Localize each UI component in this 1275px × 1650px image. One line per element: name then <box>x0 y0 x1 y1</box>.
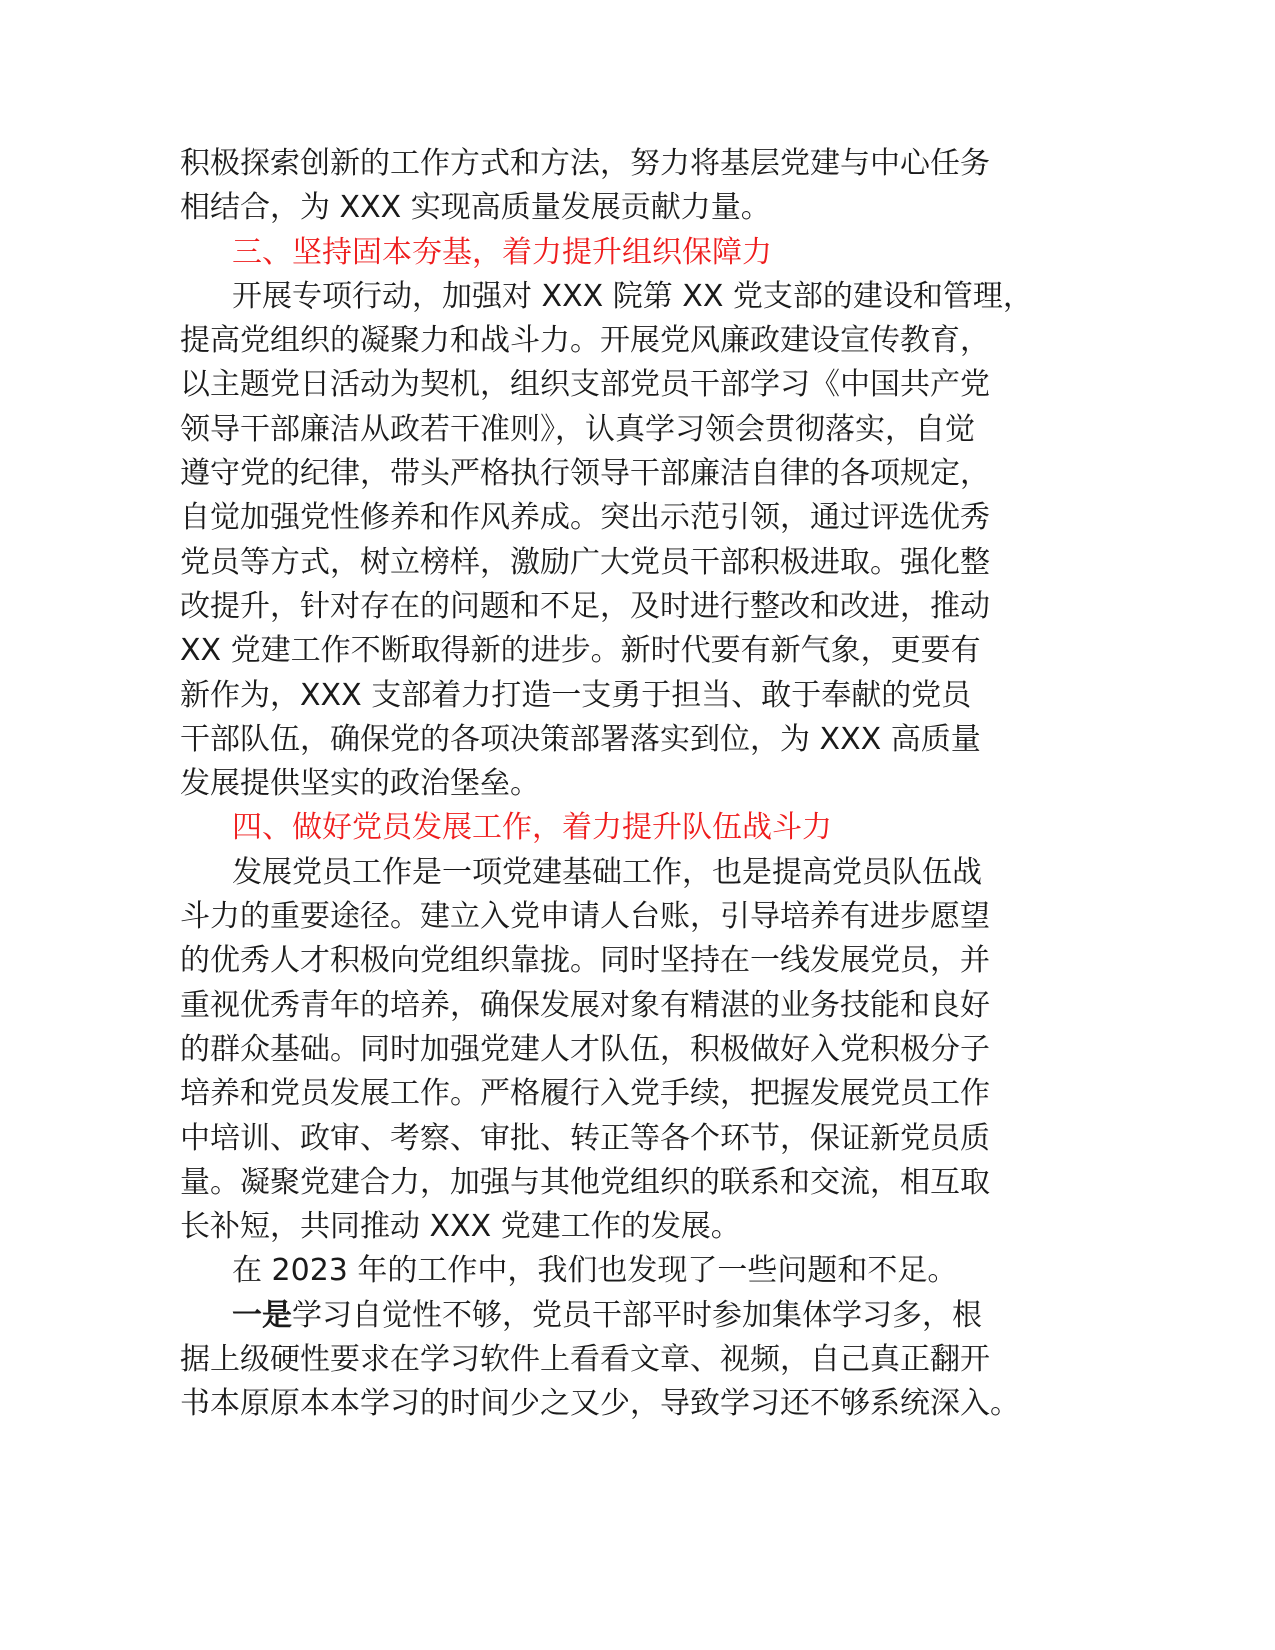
text-line: 自觉加强党性修养和作风养成。突出示范引领，通过评选优秀 <box>180 500 990 536</box>
text-line: 新作为，XXX 支部着力打造一支勇于担当、敢于奉献的党员 <box>180 677 972 713</box>
text-line: 据上级硬性要求在学习软件上看看文章、视频，自己真正翻开 <box>180 1342 990 1378</box>
paragraph-problems-intro: 在 2023 年的工作中，我们也发现了一些问题和不足。 <box>232 1253 958 1289</box>
text-line: 党员等方式，树立榜样，激励广大党员干部积极进取。强化整 <box>180 544 990 580</box>
text-line: 积极探索创新的工作方式和方法，努力将基层党建与中心任务 <box>180 146 990 181</box>
text-line: 的群众基础。同时加强党建人才队伍，积极做好入党积极分子 <box>180 1031 990 1067</box>
lead-label: 一是 <box>232 1297 292 1333</box>
text-line: 斗力的重要途径。建立入党申请人台账，引导培养有进步愿望 <box>180 899 990 935</box>
paragraph-continuation <box>180 142 1060 231</box>
text-line: 量。凝聚党建合力，加强与其他党组织的联系和交流，相互取 <box>180 1164 990 1200</box>
document-page <box>180 142 1060 1427</box>
text-line: 书本原原本本学习的时间少之又少，导致学习还不够系统深入。 <box>180 1386 1020 1422</box>
text-line: 干部队伍，确保党的各项决策部署落实到位，为 XXX 高质量 <box>180 721 981 757</box>
paragraph-problem-one <box>180 1294 1060 1427</box>
text-line: 领导干部廉洁从政若干准则》，认真学习领会贯彻落实，自觉 <box>180 411 975 447</box>
text-line: 遵守党的纪律，带头严格执行领导干部廉洁自律的各项规定， <box>180 456 990 492</box>
section-heading-3: 三、坚持固本夯基，着力提升组织保障力 <box>232 234 772 270</box>
text-line: 开展专项行动，加强对 XXX 院第 XX 党支部的建设和管理， <box>232 278 1033 314</box>
text-line: 提高党组织的凝聚力和战斗力。开展党风廉政建设宣传教育， <box>180 323 990 359</box>
text-line: 培养和党员发展工作。严格履行入党手续，把握发展党员工作 <box>180 1076 990 1112</box>
section-heading-4: 四、做好党员发展工作，着力提升队伍战斗力 <box>232 810 832 846</box>
text-line: 以主题党日活动为契机，组织支部党员干部学习《中国共产党 <box>180 367 990 403</box>
text-line: 相结合，为 XXX 实现高质量发展贡献力量。 <box>180 190 771 226</box>
text-line: 改提升，针对存在的问题和不足，及时进行整改和改进，推动 <box>180 588 990 624</box>
paragraph-organization <box>180 275 1060 807</box>
text-line: 的优秀人才积极向党组织靠拢。同时坚持在一线发展党员，并 <box>180 943 990 979</box>
text-line: 发展提供坚实的政治堡垒。 <box>180 766 540 802</box>
text-line: 中培训、政审、考察、审批、转正等各个环节，保证新党员质 <box>180 1120 990 1156</box>
text-line <box>180 1294 1060 1338</box>
paragraph-member-development <box>180 851 1060 1250</box>
text-line: 重视优秀青年的培养，确保发展对象有精湛的业务技能和良好 <box>180 987 990 1023</box>
text-line: XX 党建工作不断取得新的进步。新时代要有新气象，更要有 <box>180 633 981 669</box>
text-line: 长补短，共同推动 XXX 党建工作的发展。 <box>180 1209 741 1245</box>
text-line: 发展党员工作是一项党建基础工作，也是提高党员队伍战 <box>232 854 982 890</box>
lead-line-text: 学习自觉性不够，党员干部平时参加集体学习多，根 <box>292 1297 982 1333</box>
